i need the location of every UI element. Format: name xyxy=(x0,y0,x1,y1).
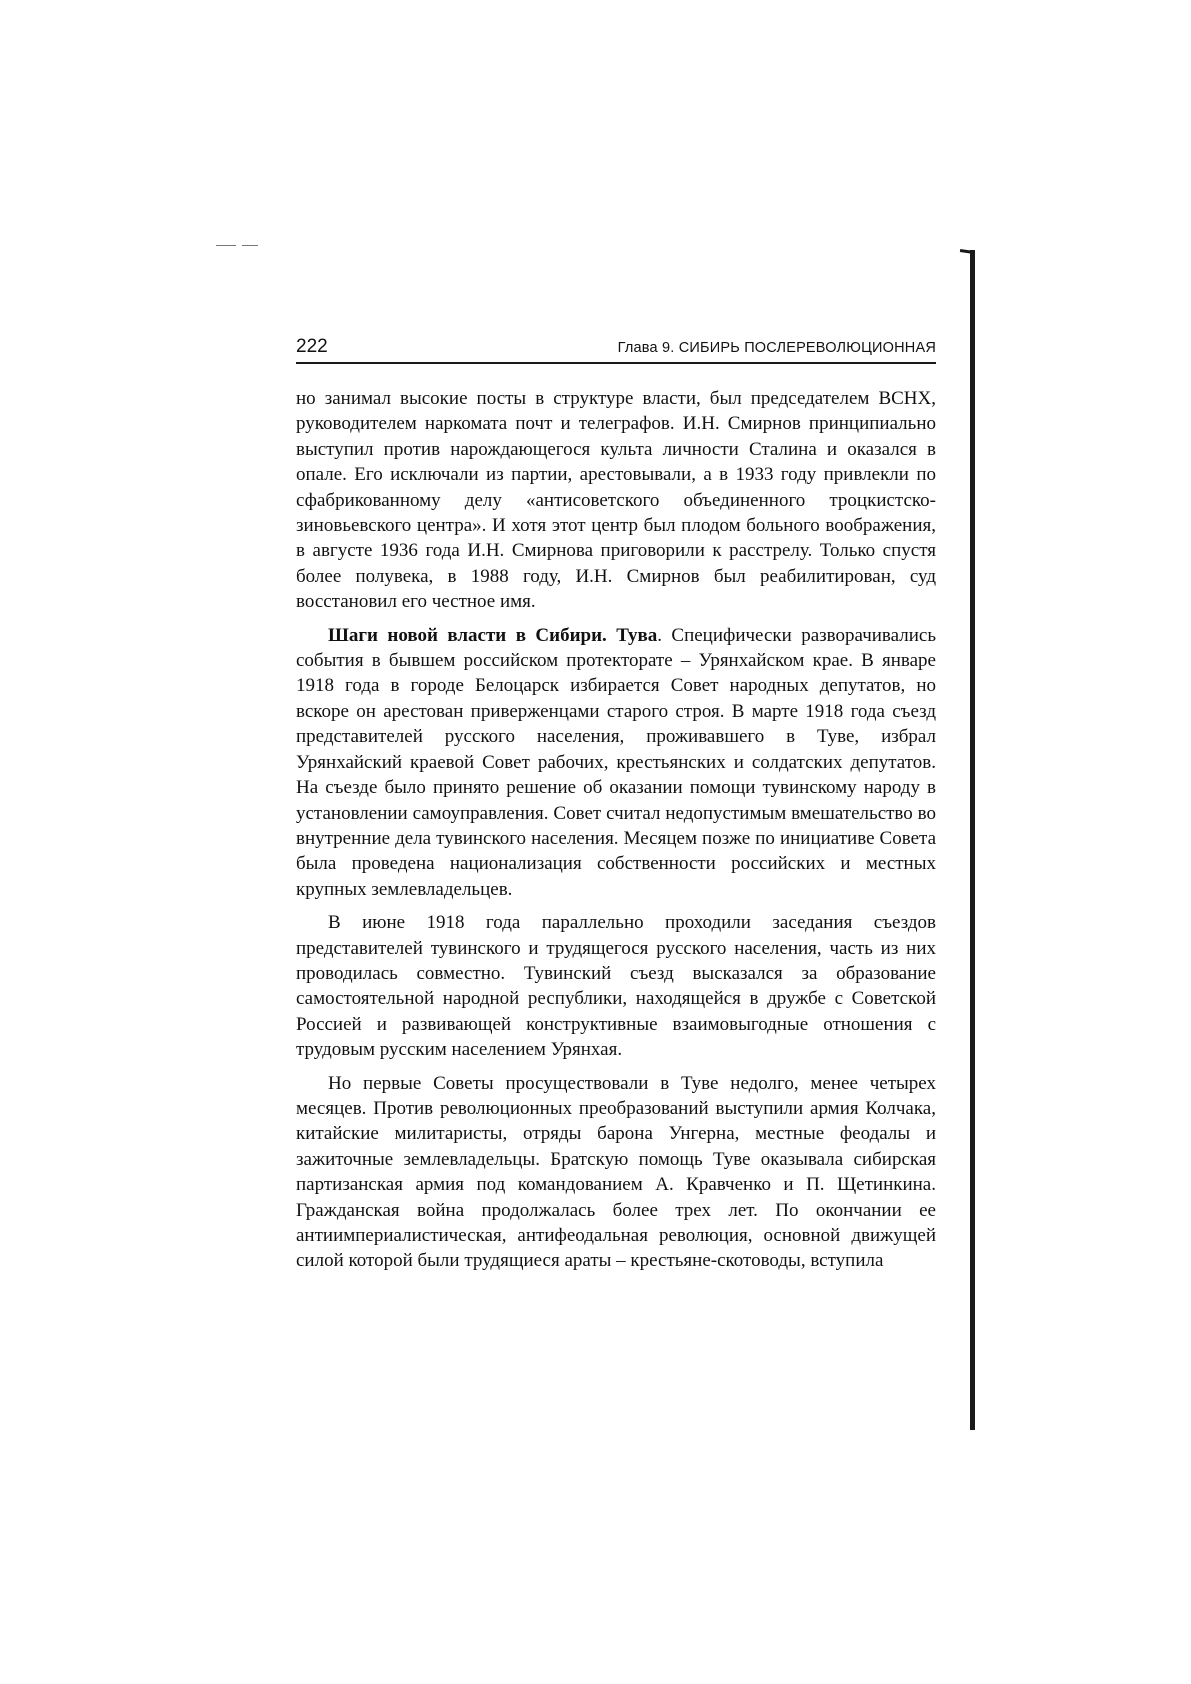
page-body xyxy=(296,386,936,1282)
scan-edge-shadow xyxy=(970,250,975,1430)
paragraph-1: но занимал высокие посты в структуре власти, был председателем ВСНХ, руководителем наркомата почт и телеграфов. И.Н. Смирнов принципиально выступил против нарождающегося культа личности Сталина и оказался в опале. Его исключали из партии, арестовывали, а в 1933 году привлекли по сфабрикованному делу «антисоветского объединенного троцкистско-зиновьевского центра». И хотя этот центр был плодом больного воображения, в августе 1936 года И.Н. Смирнова приговорили к расстрелу. Только спустя более полувека, в 1988 году, И.Н. Смирнов был реабилитирован, суд восстановил его честное имя. xyxy=(296,388,936,613)
page-header xyxy=(296,332,936,364)
running-head: Глава 9. СИБИРЬ ПОСЛЕРЕВОЛЮЦИОННАЯ xyxy=(617,340,936,356)
paragraph-2-text: . Специфически разворачивались события в бывшем российском протекторате – Урянхайском крае. В январе 1918 года в городе Белоцарск избирается Совет народных депутатов, но вскоре он арестован приверженцами старого строя. В марте 1918 года съезд представителей русского населения, проживавшего в Туве, избрал Урянхайский краевой Совет рабочих, крестьянских и солдатских депутатов. На съезде было принято решение об оказании помощи тувинскому народу в установлении самоуправления. Совет считал недопустимым вмешательство во внутренние дела тувинского населения. Месяцем позже по инициативе Совета была проведена национализация собственности российских и местных крупных землевладельцев. xyxy=(296,624,936,900)
scan-margin-mark xyxy=(216,245,258,246)
section-heading: Шаги новой власти в Сибири. Тува xyxy=(328,624,658,646)
paragraph-3: В июне 1918 года параллельно проходили заседания съездов представителей тувинского и трудящегося русского населения, часть из них проводилась совместно. Тувинский съезд высказался за образование самостоятельной народной республики, находящейся в дружбе с Советской Россией и развивающей конструктивные взаимовыгодные отношения с трудовым русским населением Урянхая. xyxy=(296,912,936,1061)
paragraph-4: Но первые Советы просуществовали в Туве недолго, менее четырех месяцев. Против революционных преобразований выступили армия Колчака, китайские милитаристы, отряды барона Унгерна, местные феодалы и зажиточные землевладельцы. Братскую помощь Туве оказывала сибирская партизанская армия под командованием А. Кравченко и П. Щетинкина. Гражданская война продолжалась более трех лет. По окончании ее антиимпериалистическая, антифеодальная революция, основной движущей силой которой были трудящиеся араты – крестьяне-скотоводы, вступила xyxy=(296,1072,936,1272)
paragraph-2 xyxy=(296,623,936,902)
page-number: 222 xyxy=(296,336,328,357)
